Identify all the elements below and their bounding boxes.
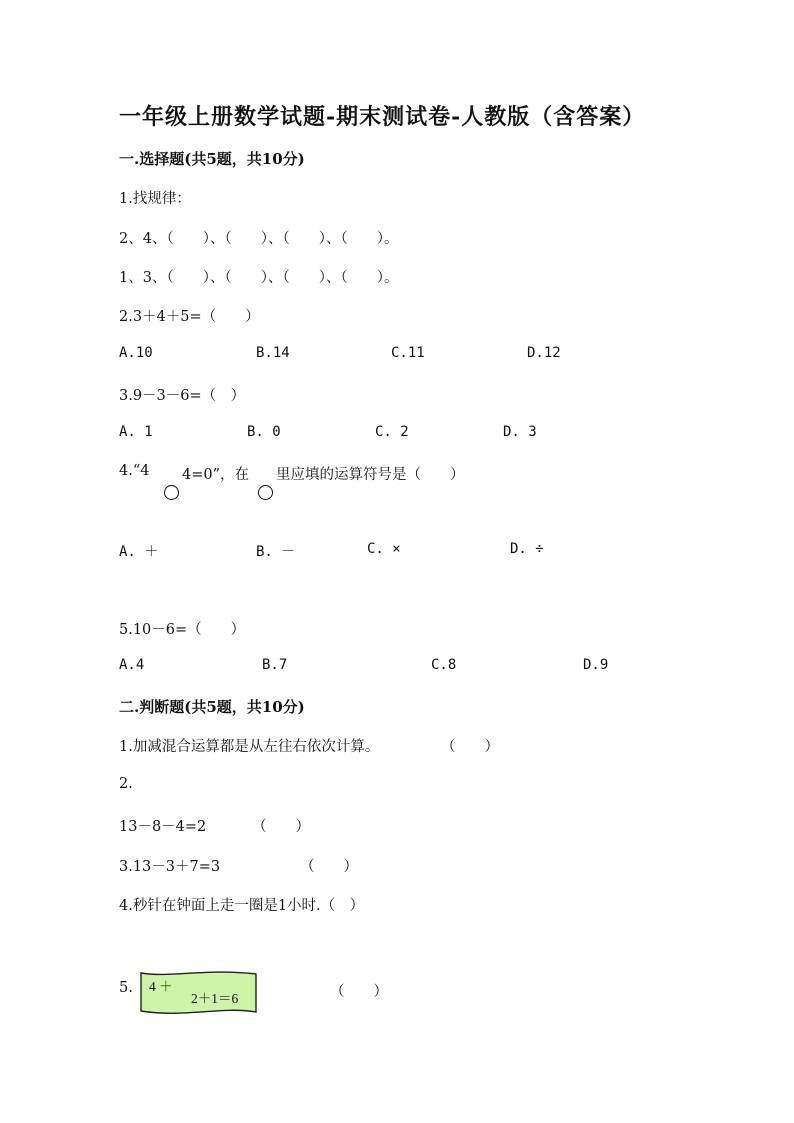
question-1-stem: 1.找规律：	[119, 191, 191, 207]
question-5-option-d[interactable]: D.9	[583, 657, 609, 673]
question-2-option-a[interactable]: A.10	[119, 345, 153, 361]
judgement-4-stem: 4.秒针在钟面上走一圈是1小时.（ ）	[119, 898, 365, 914]
section-heading-judgement: 二.判断题(共5题，共10分)	[119, 698, 305, 716]
question-2-stem: 2.3＋4＋5=（ ）	[119, 309, 260, 325]
question-1-sequence-2: 1、3、（ ）、（ ）、（ ）、（ ）。	[119, 270, 399, 286]
question-3-option-d[interactable]: D. 3	[503, 424, 537, 440]
question-5-stem: 5.10－6=（ ）	[119, 622, 246, 638]
question-3-option-b[interactable]: B. 0	[247, 424, 281, 440]
question-5-option-a[interactable]: A.4	[119, 657, 145, 673]
question-4-option-b[interactable]: B. －	[256, 544, 296, 560]
page-title: 一年级上册数学试题-期末测试卷-人教版（含答案）	[119, 104, 646, 130]
question-2-option-c[interactable]: C.11	[391, 345, 425, 361]
question-4-option-a[interactable]: A. ＋	[119, 544, 159, 560]
question-4-stem-end: 里应填的运算符号是（ ）	[276, 467, 465, 483]
judgement-2-blank[interactable]: （ ）	[252, 819, 310, 835]
judgement-3-stem: 3.13－3＋7=3	[119, 859, 221, 875]
question-3-stem: 3.9－3－6=（ ）	[119, 388, 246, 404]
question-4-stem-middle: 4=0”，在	[182, 467, 250, 483]
judgement-5-stem: 5.	[119, 980, 133, 996]
question-3-option-a[interactable]: A. 1	[119, 424, 153, 440]
judgement-2-expression: 13－8－4=2	[119, 819, 207, 835]
circle-symbol-icon	[258, 485, 273, 500]
question-4-option-d[interactable]: D. ÷	[510, 541, 544, 557]
judgement-3-blank[interactable]: （ ）	[300, 859, 358, 875]
judgement-1-blank[interactable]: （ ）	[441, 739, 499, 755]
banner-right-expression: 2＋1＝6	[191, 991, 239, 1006]
section-heading-choice: 一.选择题(共5题，共10分)	[119, 150, 305, 168]
question-3-option-c[interactable]: C. 2	[375, 424, 409, 440]
judgement-2-stem: 2.	[119, 776, 133, 792]
circle-blank-icon	[164, 485, 179, 500]
question-4-option-c[interactable]: C. ×	[367, 541, 401, 557]
judgement-5-blank[interactable]: （ ）	[330, 984, 388, 1000]
question-1-sequence-1: 2、4、（ ）、（ ）、（ ）、（ ）。	[119, 231, 399, 247]
question-2-option-d[interactable]: D.12	[527, 345, 561, 361]
question-5-option-c[interactable]: C.8	[431, 657, 457, 673]
judgement-1-stem: 1.加减混合运算都是从左往右依次计算。	[119, 739, 380, 755]
question-4-stem-start: 4.“4	[119, 463, 150, 479]
question-2-option-b[interactable]: B.14	[256, 345, 290, 361]
banner-left-expression: 4 ＋	[149, 979, 173, 994]
question-5-option-b[interactable]: B.7	[262, 657, 288, 673]
